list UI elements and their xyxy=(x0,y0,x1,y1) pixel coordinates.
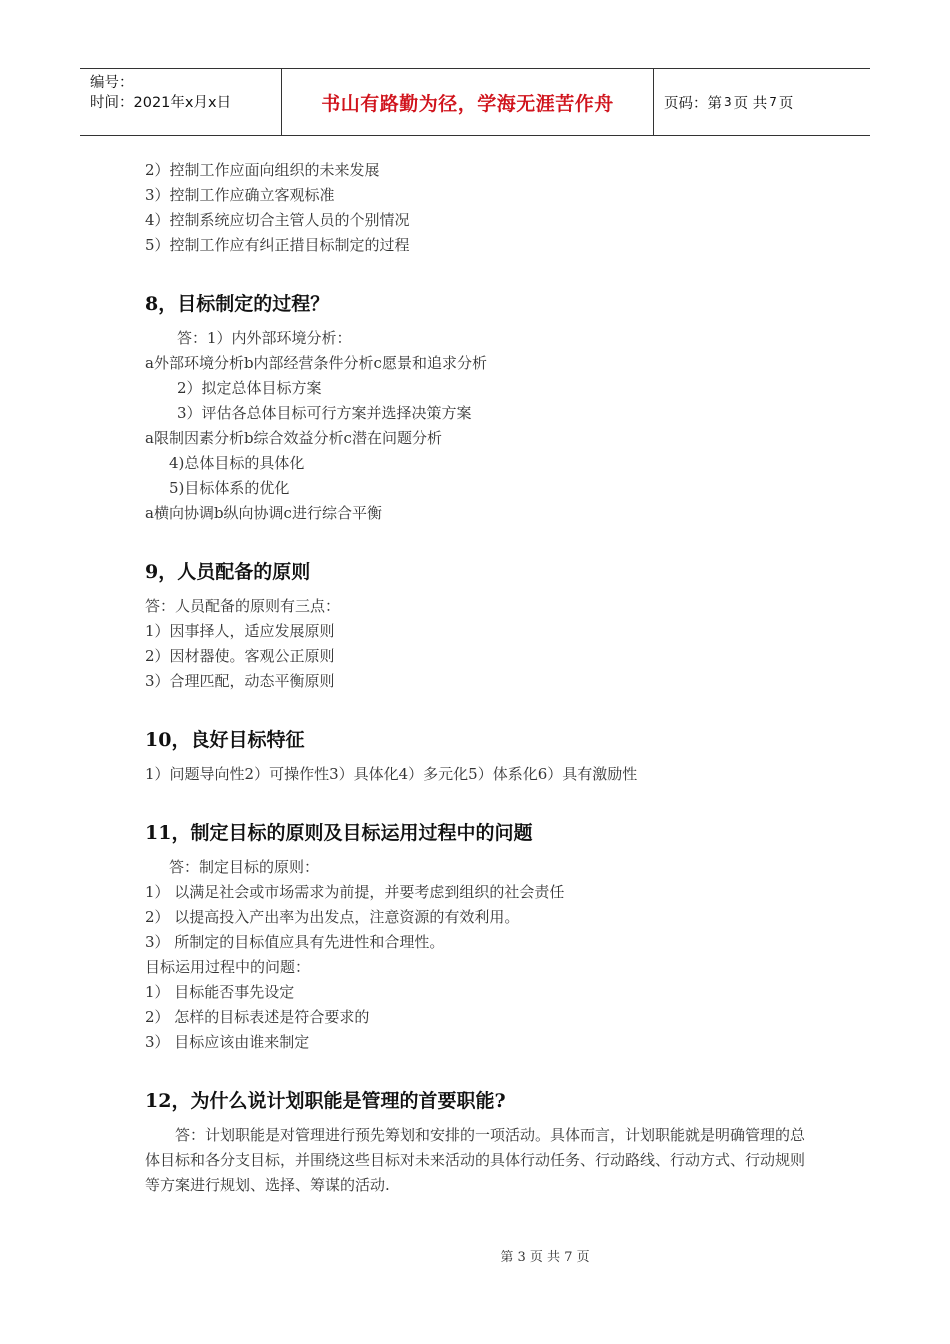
list-item: 5)目标体系的优化 xyxy=(169,479,290,497)
list-item: 3） 目标应该由谁来制定 xyxy=(145,1033,310,1051)
section-10 xyxy=(145,726,815,787)
list-item: a限制因素分析b综合效益分析c潜在问题分析 xyxy=(145,429,442,447)
page-total: 7 xyxy=(769,95,777,109)
list-item: 3）合理匹配，动态平衡原则 xyxy=(145,672,335,690)
section-title: 12，为什么说计划职能是管理的首要职能? xyxy=(145,1090,506,1112)
list-item: 2） 以提高投入产出率为出发点，注意资源的有效利用。 xyxy=(145,908,520,926)
page-header xyxy=(80,68,870,136)
list-item: a横向协调b纵向协调c进行综合平衡 xyxy=(145,504,382,522)
page-mid: 页 共 xyxy=(733,95,768,112)
list-item: 1） 以满足社会或市场需求为前提，并要考虑到组织的社会责任 xyxy=(145,883,565,901)
section-12 xyxy=(145,1087,815,1198)
document-body xyxy=(145,158,815,1198)
number-label: 编号： xyxy=(90,75,134,91)
list-item: 1）因事择人，适应发展原则 xyxy=(145,622,335,640)
answer-intro: 答：人员配备的原则有三点： xyxy=(145,597,341,615)
page-suffix: 页 xyxy=(778,95,794,112)
header-motto: 书山有路勤为径，学海无涯苦作舟 xyxy=(282,69,654,135)
list-item: 3） 所制定的目标值应具有先进性和合理性。 xyxy=(145,933,445,951)
list-item: 4）控制系统应切合主管人员的个别情况 xyxy=(145,211,410,229)
list-item: a外部环境分析b内部经营条件分析c愿景和追求分析 xyxy=(145,354,487,372)
list-item: 1） 目标能否事先设定 xyxy=(145,983,295,1001)
answer-paragraph: 答：计划职能是对管理进行预先筹划和安排的一项活动。具体而言，计划职能就是明确管理的总体目标和各分支目标，并围绕这些目标对未来活动的具体行动任务、行动路线、行动方式、行动规则等方案进行规划、选择、筹谋的活动. xyxy=(145,1126,806,1194)
list-item: 1）问题导向性2）可操作性3）具体化4）多元化5）体系化6）具有激励性 xyxy=(145,765,638,783)
section-control-principles xyxy=(145,158,815,258)
header-page-info xyxy=(654,69,870,135)
section-11 xyxy=(145,819,815,1055)
list-item: 2） 怎样的目标表述是符合要求的 xyxy=(145,1008,370,1026)
section-title: 9，人员配备的原则 xyxy=(145,561,311,583)
page-prefix: 页码：第 xyxy=(664,95,722,112)
section-8 xyxy=(145,290,815,526)
list-item: 3）评估各总体目标可行方案并选择决策方案 xyxy=(177,404,472,422)
page-number: 3 xyxy=(724,95,732,109)
list-item: 4)总体目标的具体化 xyxy=(169,454,305,472)
list-item: 2）拟定总体目标方案 xyxy=(177,379,322,397)
header-meta xyxy=(80,69,282,135)
answer-intro: 答：1）内外部环境分析： xyxy=(177,329,352,347)
time-label: 时间：2021年x月x日 xyxy=(90,95,232,111)
section-title: 10，良好目标特征 xyxy=(145,729,305,751)
list-item: 2）控制工作应面向组织的未来发展 xyxy=(145,161,380,179)
list-item: 3）控制工作应确立客观标准 xyxy=(145,186,335,204)
subheading: 目标运用过程中的问题： xyxy=(145,958,311,976)
answer-intro: 答：制定目标的原则： xyxy=(169,858,320,876)
list-item: 2）因材器使。客观公正原则 xyxy=(145,647,335,665)
list-item: 5）控制工作应有纠正措目标制定的过程 xyxy=(145,236,410,254)
section-9 xyxy=(145,558,815,694)
page-footer: 第 3 页 共 7 页 xyxy=(500,1250,590,1265)
section-title: 11，制定目标的原则及目标运用过程中的问题 xyxy=(145,822,533,844)
section-title: 8，目标制定的过程？ xyxy=(145,293,330,315)
